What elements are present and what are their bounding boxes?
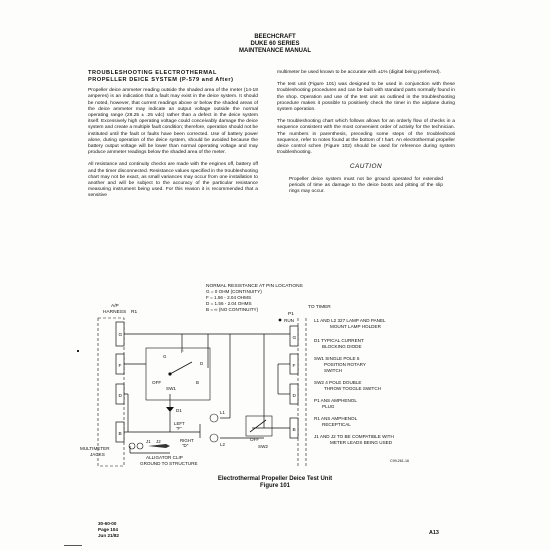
test-unit-schematic [70, 278, 470, 468]
run-terminal [279, 319, 282, 322]
normal-resistance-heading: NORMAL RESISTANCE AT PIN LOCATIONS [206, 284, 303, 289]
p1-pin-d-label: D [292, 394, 296, 399]
right-d-label: "D" [182, 443, 189, 448]
sw1-pos-d: D [200, 361, 204, 366]
r1-pin-d-label: D [118, 394, 122, 399]
right-label: RIGHT [180, 438, 194, 443]
paragraph-test-unit: The test unit (Figure 101) was designed to be used in conjunction with these troubleshooting procedures and can be built with standard parts normally found in the shop. Operation and use of the test unit as outlined in the troubleshooting procedure makes it possible to positively check the timer in the airplane during system operation. [277, 82, 455, 113]
d1-diode-symbol [166, 407, 174, 412]
paragraph-troubleshooting-chart: The troubleshooting chart which follows allows for an orderly flow of checks in a sequence consistent with the most convenient order of activity for the technician. The numbers in parenthesis, preceding some steps of the troubleshooti sequence, refer to notes found at the bottom of t hart. An electrothermal propeller deice control schen (Figure 102) should be used for reference during system troubleshooting. [277, 119, 455, 156]
sw2-label: SW2 [258, 444, 268, 449]
d1-label: D1 [176, 408, 182, 413]
l2-label: L2 [220, 442, 225, 447]
legend-sw1: SW1 SINGLE POLE 5 [314, 356, 360, 361]
margin-mark [77, 350, 79, 352]
legend-p1-b: PLUG [322, 404, 335, 409]
paragraph-ammeter: Propeller deice ammeter reading outside the shaded area of the meter (14-18 amperes) is an indication that a fault may exist in the deice system. It should be noted, however, that current readings above or below the shaded areas of the deice ammeter may indicate an output voltage outside the normal operating range (28.25 ± .25 vdc) rather than a defect in the deice system itself. Excessively high operating voltage could conceivably damage the deice system and create a multiple fault condition; therefore, operation should not be instituted until the fault or faults have been corrected. Use of battery power alone, during operation of the deice system, should be avoided because the battery output voltage will be lower than normal operating voltage and may produce ammeter readings below the shaded area of the meter. [88, 88, 258, 156]
figure-code: C99-261-16 [390, 459, 409, 463]
r1-pin-f-label: F [118, 364, 122, 369]
header-manual: MAINTENANCE MANUAL [239, 48, 311, 55]
paragraph-resistance-checks: All resistance and continuity checks are made with the engines off, battery off and the timer disconnected. Resistance values specified in the troubleshooting chart may not be exact, as small variances may occur from one installation to another and will be subject to the accuracy of the particular resistance measuring instrument being used. For this reason it is recommended that a sensitive [88, 162, 258, 199]
paragraph-multimeter: multimeter be used known to be accurate with ±1% (digital being preferred). [277, 70, 441, 75]
sw1-off-label: OFF [152, 380, 162, 385]
schematic-wiring [124, 334, 290, 453]
normal-resistance-g: G = 0 OHM (CONTINUITY) [206, 289, 262, 294]
left-column [88, 70, 258, 206]
ap-label: A/P [111, 304, 119, 309]
p1-pin-g-label: G [292, 336, 297, 341]
j2-label: J2 [156, 439, 161, 444]
right-column [277, 70, 455, 195]
component-legend [314, 318, 394, 445]
l1-lamp [210, 414, 218, 422]
sw1-label: SW1 [166, 386, 176, 391]
page-code: A13 [429, 530, 439, 536]
bottom-margin-mark [64, 545, 82, 546]
legend-p1: P1 ANS AMPHENOL [314, 398, 357, 403]
legend-sw1-b: POSITION ROTARY [324, 362, 366, 367]
to-timer-label: TO TIMER [308, 305, 331, 310]
multimeter-label: MULTIMETER [80, 446, 110, 451]
sw2-toggle-switch [246, 416, 272, 436]
alligator-clip-icon [148, 444, 170, 448]
header-company: BEECHCRAFT [254, 34, 296, 40]
legend-d1: D1 TYPICAL CURRENT [314, 338, 364, 343]
sw2-lever [250, 420, 266, 432]
section-title-line1: TROUBLESHOOTING ELECTROTHERMAL [88, 70, 217, 76]
section-title-line2: PROPELLER DEICE SYSTEM (P-579 and After) [88, 76, 234, 83]
sw2-off-label: OFF [250, 437, 260, 442]
r1-pin-b-label: B [118, 432, 122, 437]
caution-text: Propeller deice system must not be ground operated for extended periods of time as damage to the deice boots and pitting of the slip rings may occur. [289, 176, 443, 195]
legend-j1-j2-b: METER LEADS BEING USED [330, 440, 393, 445]
left-label: LEFT [174, 421, 185, 426]
legend-r1: R1 ANS AMPHENOL [314, 416, 358, 421]
j2-jack [137, 443, 143, 449]
r1-pin-g-label: G [118, 333, 123, 338]
sw1-pos-b: B [196, 380, 199, 385]
page-header [0, 34, 550, 56]
footer-page-number: Page 104 [98, 527, 118, 532]
sw1-pos-g: G [163, 354, 167, 359]
normal-resistance-d: D = 1.56 - 2.04 OHMS [206, 301, 252, 306]
section-title [88, 70, 258, 83]
sw1-wiper [170, 362, 192, 374]
figure-caption-title: Electrothermal Propeller Deice Test Unit [217, 476, 333, 482]
figure-caption [0, 476, 550, 491]
legend-sw2-b: THROW TOGGLE SWITCH [324, 386, 381, 391]
sw1-rotary-switch [146, 348, 210, 400]
legend-sw1-c: SWITCH [324, 368, 343, 373]
l2-lamp [210, 434, 218, 442]
p1-pin-f-label: F [292, 364, 296, 369]
legend-r1-b: RECEPTICAL [322, 422, 351, 427]
alligator-clip-label: ALLIGATOR CLIP [146, 455, 183, 460]
l1-label: L1 [220, 410, 225, 415]
legend-d1-b: BLOCKING DIODE [322, 344, 362, 349]
figure-caption-number: Figure 101 [259, 483, 290, 490]
run-label: RUN [284, 318, 294, 323]
p1-pin-b-label: B [292, 428, 296, 433]
sw1-pos-f: F [181, 349, 184, 354]
legend-j1-j2: J1 AND J2 TO BE COMPATIBLE WITH [314, 434, 394, 439]
header-model: DUKE 60 SERIES [250, 41, 300, 48]
sw1-pivot [168, 372, 171, 375]
legend-l1-l2: L1 AND L2 327 LAMP AND PANEL [314, 318, 386, 323]
ground-label: GROUND TO STRUCTURE [140, 461, 198, 466]
normal-resistance-b: B = ∞ (NO CONTINUITY) [206, 307, 259, 312]
legend-l1-l2-b: MOUNT LAMP HOLDER [330, 324, 381, 329]
j1-label: J1 [146, 439, 151, 444]
p1-label: P1 [288, 312, 294, 317]
legend-sw2: SW2 4 POLE DOUBLE [314, 380, 362, 385]
footer-date: Jun 21/82 [98, 533, 119, 538]
page-footer [98, 521, 119, 539]
r1-label: R1 [131, 310, 138, 315]
footer-section-number: 30-60-00 [98, 521, 117, 526]
jacks-label: JACKS [90, 452, 105, 457]
normal-resistance-f: F = 1.56 - 2.04 OHMS [206, 295, 252, 300]
harness-label: HARNESS [103, 310, 127, 315]
caution-heading: CAUTION [349, 163, 383, 171]
left-f-label: "F" [176, 426, 182, 431]
